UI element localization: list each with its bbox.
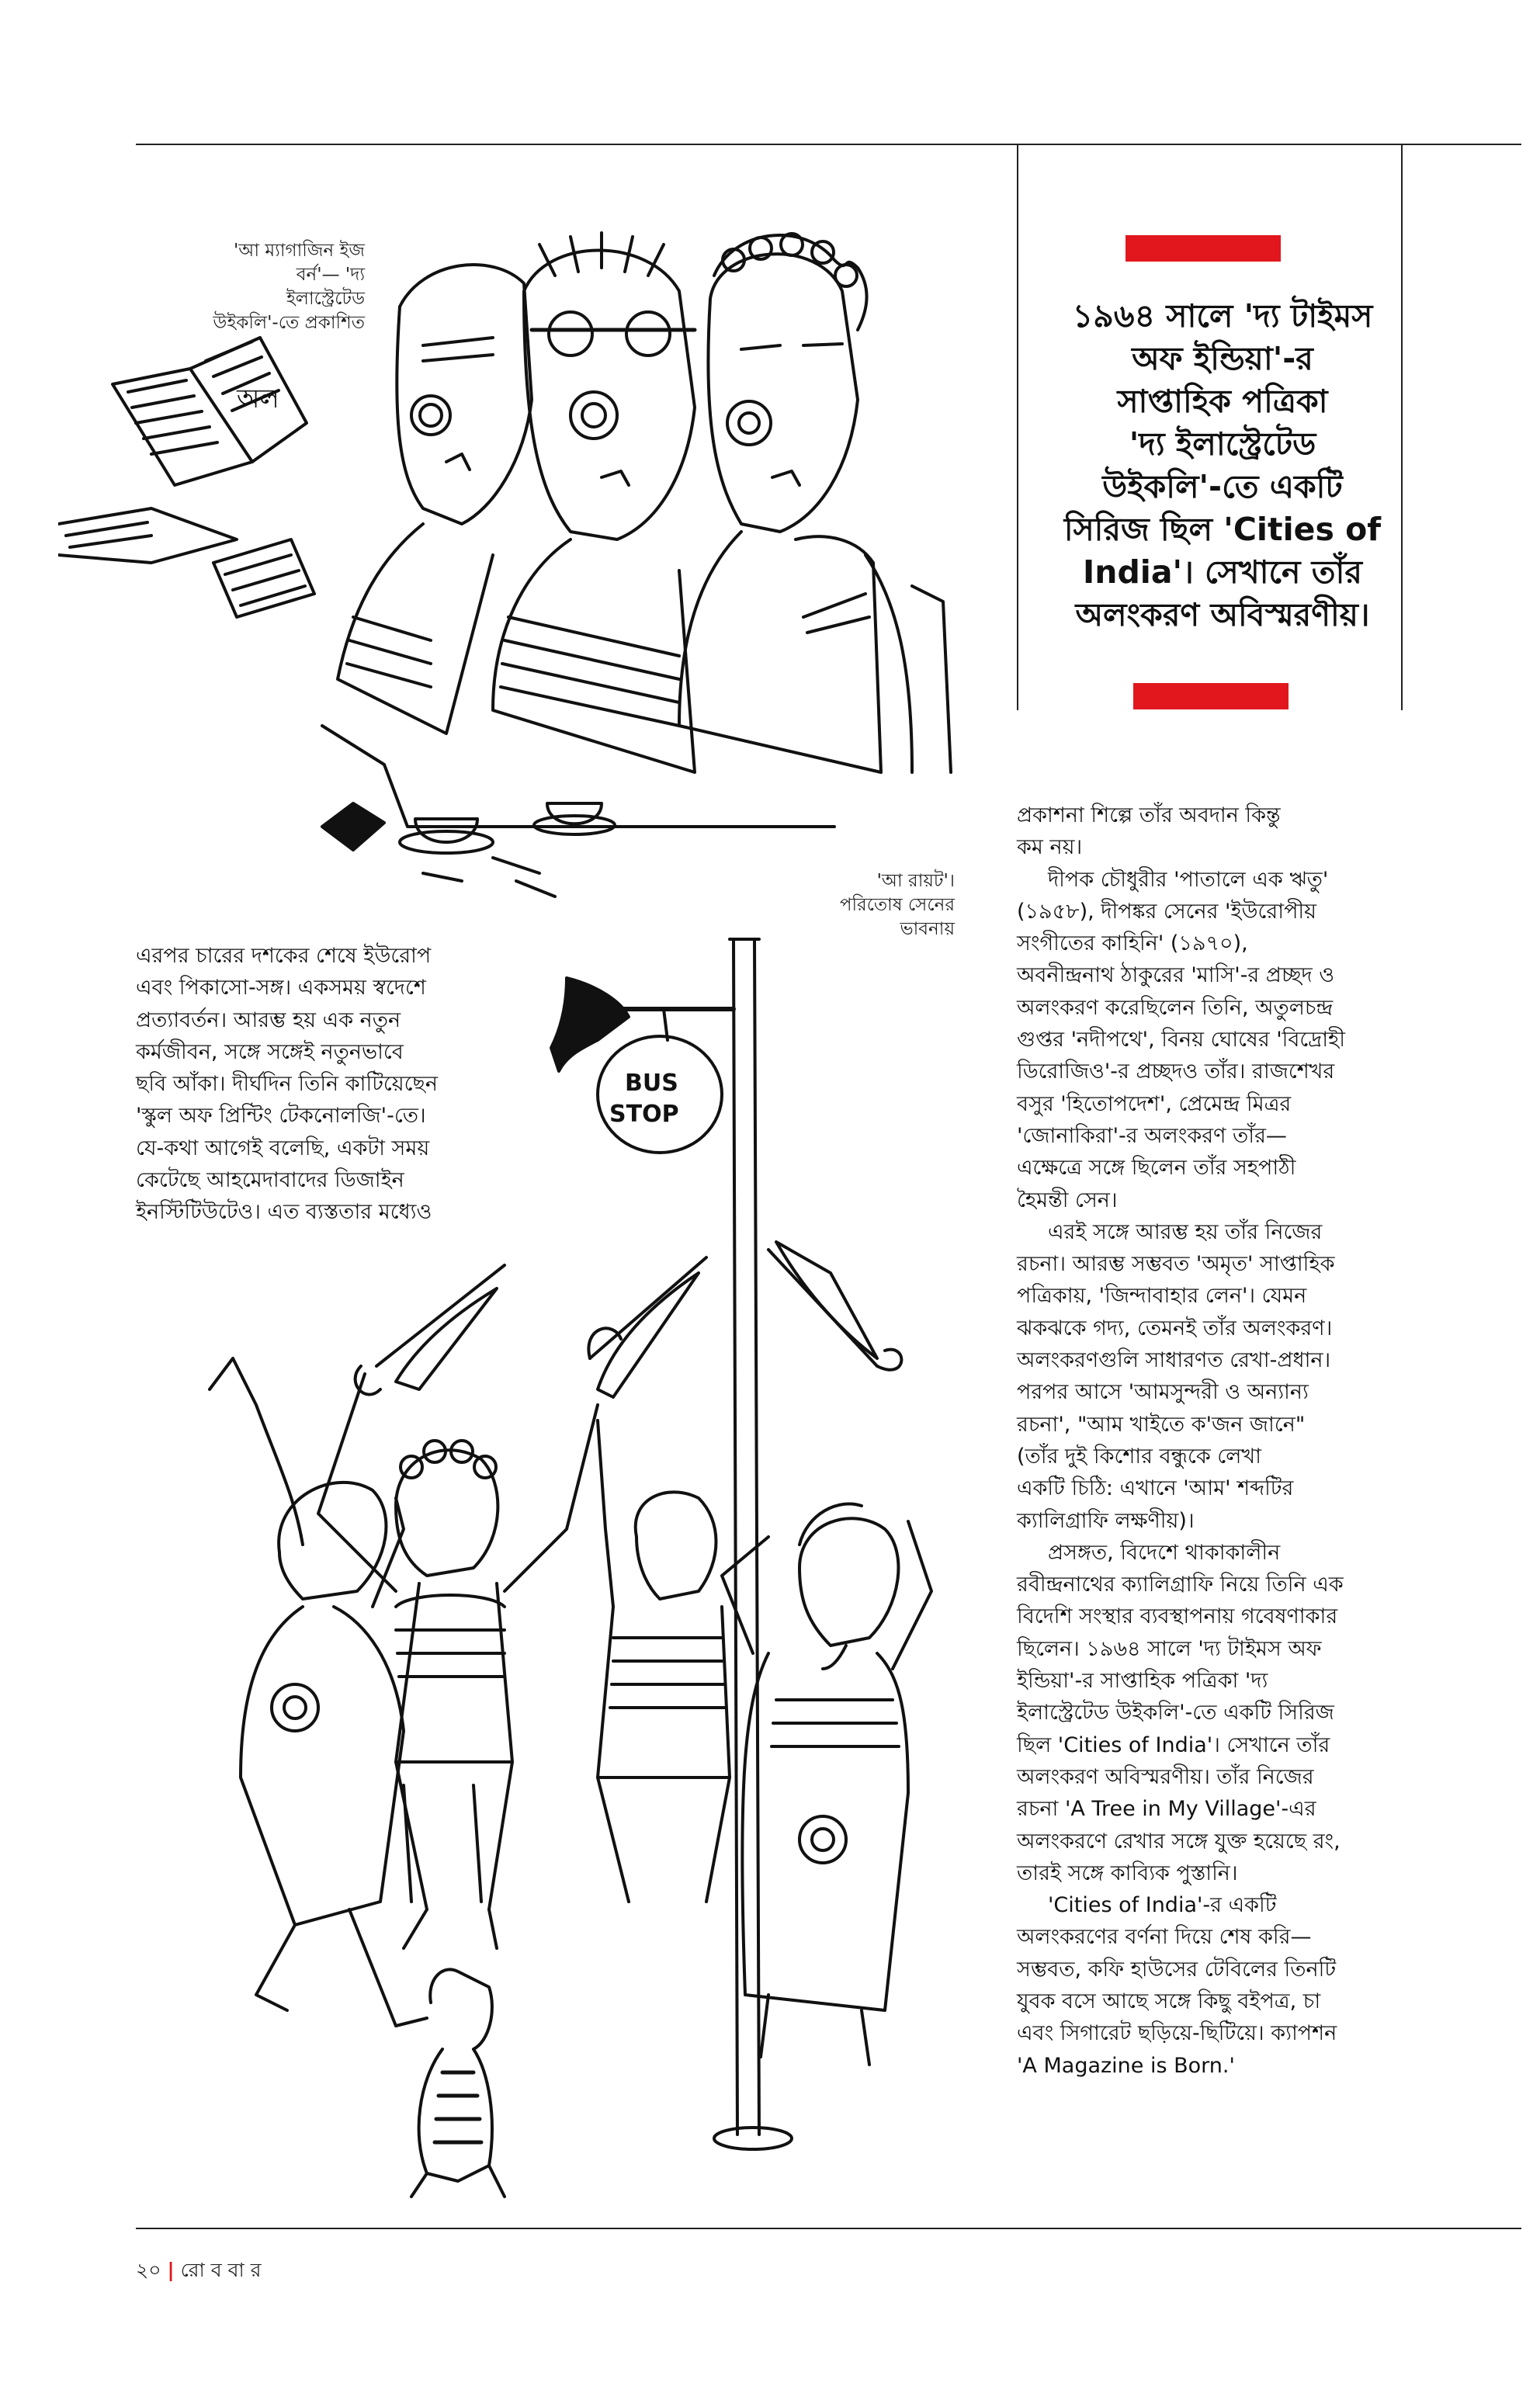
right-column-text: [1017, 799, 1420, 2082]
text-line: ডিরোজিও'-র প্রচ্ছদও তাঁর। রাজশেখর: [1017, 1060, 1335, 1084]
pullquote-top-accent: [1126, 235, 1281, 262]
top-rule: [136, 144, 1521, 145]
text-line: রচনা 'A Tree in My Village'-এর: [1017, 1797, 1316, 1822]
pullquote-left-rule: [1017, 144, 1018, 710]
bird-icon: [551, 978, 629, 1071]
text-line: প্রত্যাবর্তন। আরম্ভ হয় এক নতুন: [136, 1007, 401, 1032]
pull-quote-line: সিরিজ ছিল 'Cities of: [1063, 511, 1382, 548]
text-line: রবীন্দ্রনাথের ক্যালিগ্রাফি নিয়ে তিনি এক: [1017, 1573, 1344, 1597]
figure-middle: [598, 1420, 730, 1902]
riot-illustration: [163, 924, 1005, 2212]
caption-line: 'আ ম্যাগাজিন ইজ: [233, 241, 365, 261]
page-number: ২০: [136, 2259, 161, 2281]
figure-bearded: [722, 1503, 931, 2065]
text-line: ইন্ডিয়া'-র সাপ্তাহিক পত্রিকা 'দ্য: [1017, 1669, 1268, 1694]
text-line: ছিলেন। ১৯৬৪ সালে 'দ্য টাইমস অফ: [1017, 1636, 1322, 1661]
pull-quote-line: ১৯৬৪ সালে 'দ্য টাইমস: [1072, 297, 1373, 335]
text-line: 'Cities of India'-র একটি: [1048, 1893, 1277, 1918]
text-line: এক্ষেত্রে সঙ্গে ছিলেন তাঁর সহপাঠী: [1017, 1156, 1296, 1181]
open-book-icon: [113, 338, 307, 485]
umbrella-icon: [588, 1257, 706, 1397]
bottom-rule: [136, 2228, 1521, 2229]
svg-text:অল: অল: [237, 383, 279, 414]
text-line: ইলাস্ট্রেটেড উইকলি'-তে একটি সিরিজ: [1017, 1701, 1334, 1725]
text-line: কম নয়।: [1017, 835, 1083, 860]
caption-line: ইলাস্ট্রেটেড: [286, 289, 365, 309]
text-line: ইনস্টিটিউটেও। এত ব্যস্ততার মধ্যেও: [136, 1200, 432, 1225]
coffee-cup-icon: [400, 819, 493, 853]
pullquote-bottom-accent: [1133, 683, 1289, 709]
page-folio: [136, 2255, 261, 2288]
umbrella-icon: [768, 1242, 901, 1370]
text-line: একটি চিঠি: এখানে 'আম' শব্দটির: [1017, 1476, 1294, 1501]
paragraph: [1017, 864, 1420, 1216]
text-line: গুপ্তর 'নদীপথে', বিনয় ঘোষের 'বিদ্রোহী: [1017, 1028, 1345, 1053]
text-line: পত্রিকায়, 'জিন্দাবাহার লেন'। যেমন: [1017, 1284, 1307, 1309]
text-line: ঝকঝকে গদ্য, তেমনই তাঁর অলংকরণ।: [1017, 1316, 1333, 1340]
text-line: অলংকরণগুলি সাধারণত রেখা-প্রধান।: [1017, 1348, 1331, 1373]
bus-stop-sign: [598, 1009, 722, 1153]
text-line: অলংকরণে রেখার সঙ্গে যুক্ত হয়েছে রং,: [1017, 1829, 1341, 1854]
figure-left: [210, 1358, 427, 2026]
pull-quote-line: 'দ্য ইলাস্ট্রেটেড: [1129, 425, 1316, 463]
text-line: 'A Magazine is Born.': [1017, 2053, 1235, 2078]
text-line: ছিল 'Cities of India'। সেখানে তাঁর: [1017, 1732, 1330, 1757]
text-line: বসুর 'হিতোপদেশ', প্রেমেন্দ্র মিত্রর: [1017, 1091, 1292, 1116]
text-line: এরপর চারের দশকের শেষে ইউরোপ: [136, 944, 432, 968]
text-line: অলংকরণ অবিস্মরণীয়। তাঁর নিজের: [1017, 1764, 1314, 1789]
caption-line: পরিতোষ সেনের: [839, 895, 955, 915]
text-line: রচনা। আরম্ভ সম্ভবত 'অমৃত' সাপ্তাহিক: [1017, 1252, 1335, 1277]
paragraph: [1017, 1537, 1420, 1889]
pull-quote-line: অফ ইন্ডিয়া'-র: [1132, 340, 1313, 377]
text-line: এবং পিকাসো-সঙ্গ। একসময় স্বদেশে: [136, 976, 426, 1001]
caption-magazine: [163, 239, 365, 335]
folio-separator: |: [167, 2259, 175, 2281]
text-line: কর্মজীবন, সঙ্গে সঙ্গেই নতুনভাবে: [136, 1039, 404, 1064]
text-line: অলংকরণের বর্ণনা দিয়ে শেষ করি—: [1017, 1925, 1312, 1950]
pull-quote-line: India'। সেখানে তাঁর: [1083, 553, 1362, 591]
text-line: যে-কথা আগেই বলেছি, একটা সময়: [136, 1136, 430, 1160]
text-line: পরপর আসে 'আমসুন্দরী ও অন্যান্য: [1017, 1380, 1309, 1405]
paragraph: [1017, 1889, 1420, 2082]
text-line: রচনা', "আম খাইতে ক'জন জানে": [1017, 1412, 1306, 1437]
umbrella-icon: [356, 1265, 505, 1395]
text-line: (তাঁর দুই কিশোর বন্ধুকে লেখা: [1017, 1444, 1261, 1469]
text-line: প্রকাশনা শিল্পে তাঁর অবদান কিন্তু: [1017, 803, 1281, 827]
text-line: এরই সঙ্গে আরম্ভ হয় তাঁর নিজের: [1048, 1219, 1323, 1244]
middle-man-figure: [493, 233, 695, 772]
caption-line: ভাবনায়: [900, 919, 955, 939]
magazine-name: রো ব বা র: [180, 2259, 262, 2281]
text-line: তারই সঙ্গে কাব্যিক পুস্তানি।: [1017, 1861, 1238, 1885]
right-man-figure: [679, 234, 951, 772]
text-line: 'জোনাকিরা'-র অলংকরণ তাঁর—: [1017, 1123, 1287, 1148]
text-line: যুবক বসে আছে সঙ্গে কিছু বইপত্র, চা: [1017, 1989, 1321, 2013]
text-line: বিদেশি সংস্থার ব্যবস্থাপনায় গবেষণাকার: [1017, 1604, 1338, 1629]
figure-curly-hair: [318, 1374, 598, 1948]
text-line: ক্যালিগ্রাফি লক্ষণীয়)।: [1017, 1508, 1195, 1533]
text-line: ছবি আঁকা। দীর্ঘদিন তিনি কাটিয়েছেন: [136, 1072, 438, 1097]
dog-icon: [411, 1969, 505, 2197]
text-line: সম্ভবত, কফি হাউসের টেবিলের তিনটি: [1017, 1957, 1337, 1982]
svg-text:STOP: STOP: [609, 1101, 679, 1128]
pull-quote: [1032, 295, 1413, 636]
text-line: এবং সিগারেট ছড়িয়ে-ছিটিয়ে। ক্যাপশন: [1017, 2021, 1337, 2046]
paragraph: [1017, 1216, 1420, 1537]
coffee-cup-icon: [534, 803, 615, 834]
text-line: সংগীতের কাহিনি' (১৯৭০),: [1017, 931, 1248, 956]
caption-line: বর্ন'— 'দ্য: [296, 265, 365, 285]
pull-quote-line: উইকলি'-তে একটি: [1102, 468, 1343, 505]
caption-line: উইকলি'-তে প্রকাশিত: [213, 313, 365, 333]
text-line: দীপক চৌধুরীর 'পাতালে এক ঋতু': [1048, 867, 1329, 892]
text-line: 'স্কুল অফ প্রিন্টিং টেকনোলজি'-তে।: [136, 1104, 426, 1129]
pull-quote-line: সাপ্তাহিক পত্রিকা: [1117, 383, 1328, 420]
paragraph: [1017, 799, 1420, 864]
text-line: অবনীন্দ্রনাথ ঠাকুরের 'মাসি'-র প্রচ্ছদ ও: [1017, 963, 1335, 988]
text-line: (১৯৫৮), দীপঙ্কর সেনের 'ইউরোপীয়: [1017, 899, 1317, 924]
svg-text:BUS: BUS: [625, 1070, 678, 1097]
pull-quote-line: অলংকরণ অবিস্মরণীয়।: [1075, 596, 1370, 633]
caption-line: 'আ রায়ট'।: [876, 871, 955, 891]
text-line: প্রসঙ্গত, বিদেশে থাকাকালীন: [1048, 1540, 1281, 1565]
text-line: হৈমন্তী সেন।: [1017, 1188, 1118, 1212]
text-line: অলংকরণ করেছিলেন তিনি, অতুলচন্দ্র: [1017, 995, 1334, 1020]
text-line: কেটেছে আহমেদাবাদের ডিজাইন: [136, 1168, 404, 1193]
